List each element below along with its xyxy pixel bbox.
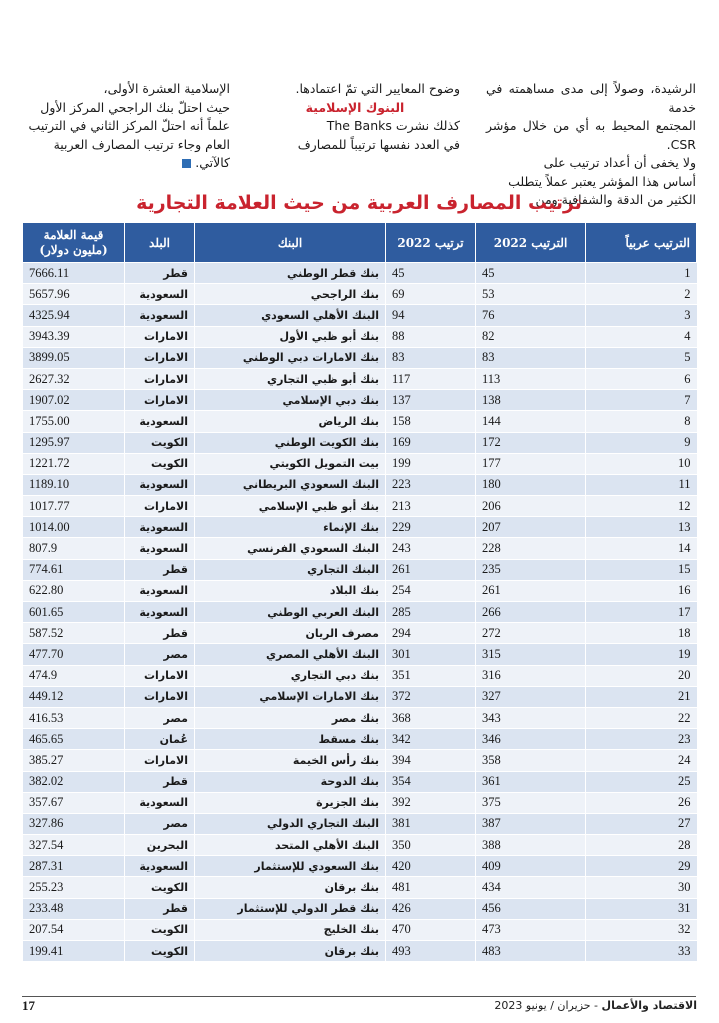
issue-date: - حزيران / يونيو 2023	[494, 999, 599, 1012]
table-row	[23, 750, 697, 771]
table-row	[23, 707, 697, 728]
cell-brand-value: 1014.00	[23, 517, 125, 538]
cell-brand-value: 382.02	[23, 771, 125, 792]
cell-order-2022: 69	[386, 284, 476, 305]
cell-order-2022: 45	[386, 263, 476, 284]
cell-rank-arab: 16	[586, 580, 697, 601]
cell-rank-2022: 113	[476, 368, 586, 389]
table-row	[23, 368, 697, 389]
cell-rank-2022: 387	[476, 813, 586, 834]
cell-country: السعودية	[125, 792, 195, 813]
cell-bank-name: البنك التجاري الدولي	[195, 813, 386, 834]
cell-brand-value: 1189.10	[23, 474, 125, 495]
cell-bank-name: البنك الأهلي السعودي	[195, 305, 386, 326]
cell-bank-name: بنك رأس الخيمة	[195, 750, 386, 771]
cell-bank-name: بنك مصر	[195, 707, 386, 728]
table-row	[23, 856, 697, 877]
cell-brand-value: 385.27	[23, 750, 125, 771]
header-order-2022: ترتيب 2022	[386, 223, 476, 263]
cell-order-2022: 372	[386, 686, 476, 707]
cell-rank-arab: 31	[586, 898, 697, 919]
cell-rank-2022: 82	[476, 326, 586, 347]
cell-bank-name: بنك الدوحة	[195, 771, 386, 792]
footer-divider	[22, 996, 696, 997]
cell-rank-arab: 30	[586, 877, 697, 898]
cell-country: مصر	[125, 707, 195, 728]
cell-country: السعودية	[125, 538, 195, 559]
cell-country: السعودية	[125, 474, 195, 495]
cell-rank-arab: 24	[586, 750, 697, 771]
table-row	[23, 517, 697, 538]
cell-rank-2022: 266	[476, 602, 586, 623]
table-row	[23, 686, 697, 707]
cell-brand-value: 4325.94	[23, 305, 125, 326]
cell-order-2022: 394	[386, 750, 476, 771]
cell-country: السعودية	[125, 517, 195, 538]
cell-rank-2022: 327	[476, 686, 586, 707]
cell-rank-2022: 138	[476, 390, 586, 411]
cell-rank-2022: 180	[476, 474, 586, 495]
cell-bank-name: مصرف الريان	[195, 623, 386, 644]
cell-rank-arab: 5	[586, 347, 697, 368]
cell-order-2022: 83	[386, 347, 476, 368]
cell-country: الامارات	[125, 750, 195, 771]
cell-country: عُمان	[125, 729, 195, 750]
table-row	[23, 771, 697, 792]
cell-rank-arab: 27	[586, 813, 697, 834]
header-rank-2022: الترتيب 2022	[476, 223, 586, 263]
table-row	[23, 474, 697, 495]
cell-country: السعودية	[125, 284, 195, 305]
table-row	[23, 496, 697, 517]
table-header-row	[23, 223, 697, 263]
ranking-table	[22, 222, 697, 962]
cell-bank-name: بنك الإنماء	[195, 517, 386, 538]
intro-line: أساس هذا المؤشر يعتبر عملاً يتطلب	[508, 173, 696, 189]
cell-bank-name: بنك قطر الدولي للإستثمار	[195, 898, 386, 919]
cell-bank-name: بنك الخليج	[195, 919, 386, 940]
cell-rank-2022: 483	[476, 941, 586, 962]
intro-line: المجتمع المحيط به أي من خلال مؤشر CSR.	[486, 118, 696, 152]
cell-brand-value: 327.54	[23, 835, 125, 856]
cell-bank-name: بنك الكويت الوطني	[195, 432, 386, 453]
cell-rank-2022: 375	[476, 792, 586, 813]
cell-brand-value: 474.9	[23, 665, 125, 686]
cell-bank-name: بنك برقان	[195, 941, 386, 962]
cell-rank-arab: 3	[586, 305, 697, 326]
intro-line: ولا يخفى أن أعداد ترتيب على	[543, 155, 696, 170]
cell-brand-value: 327.86	[23, 813, 125, 834]
footer-issue	[494, 999, 697, 1012]
cell-country: الكويت	[125, 919, 195, 940]
cell-rank-arab: 11	[586, 474, 697, 495]
cell-rank-2022: 207	[476, 517, 586, 538]
cell-brand-value: 2627.32	[23, 368, 125, 389]
cell-rank-arab: 18	[586, 623, 697, 644]
cell-brand-value: 287.31	[23, 856, 125, 877]
table-row	[23, 623, 697, 644]
cell-country: السعودية	[125, 602, 195, 623]
cell-order-2022: 481	[386, 877, 476, 898]
magazine-name: الاقتصاد والأعمال	[601, 999, 697, 1012]
cell-bank-name: بيت التمويل الكويتي	[195, 453, 386, 474]
intro-line	[22, 154, 230, 173]
cell-rank-2022: 144	[476, 411, 586, 432]
cell-rank-arab: 26	[586, 792, 697, 813]
table-row	[23, 284, 697, 305]
cell-order-2022: 229	[386, 517, 476, 538]
cell-rank-arab: 6	[586, 368, 697, 389]
cell-rank-arab: 2	[586, 284, 697, 305]
cell-country: قطر	[125, 898, 195, 919]
intro-line: الرشيدة، وصولاً إلى مدى مساهمته في خدمة	[486, 81, 696, 115]
cell-brand-value: 7666.11	[23, 263, 125, 284]
table-row	[23, 580, 697, 601]
intro-column-middle	[250, 80, 460, 154]
cell-country: مصر	[125, 644, 195, 665]
cell-brand-value: 233.48	[23, 898, 125, 919]
cell-brand-value: 477.70	[23, 644, 125, 665]
cell-rank-arab: 33	[586, 941, 697, 962]
cell-order-2022: 213	[386, 496, 476, 517]
cell-order-2022: 420	[386, 856, 476, 877]
end-of-article-square-icon	[182, 159, 191, 168]
header-bank: البنك	[195, 223, 386, 263]
cell-country: قطر	[125, 263, 195, 284]
header-rank-arab: الترتيب عربياً	[586, 223, 697, 263]
table-row	[23, 835, 697, 856]
cell-rank-2022: 261	[476, 580, 586, 601]
cell-order-2022: 223	[386, 474, 476, 495]
cell-rank-2022: 83	[476, 347, 586, 368]
cell-order-2022: 301	[386, 644, 476, 665]
cell-bank-name: بنك قطر الوطني	[195, 263, 386, 284]
cell-country: الامارات	[125, 326, 195, 347]
cell-country: الكويت	[125, 877, 195, 898]
cell-rank-arab: 22	[586, 707, 697, 728]
cell-brand-value: 1755.00	[23, 411, 125, 432]
cell-rank-2022: 456	[476, 898, 586, 919]
cell-bank-name: بنك الرياض	[195, 411, 386, 432]
cell-rank-arab: 7	[586, 390, 697, 411]
cell-country: الامارات	[125, 665, 195, 686]
table-row	[23, 729, 697, 750]
table-row	[23, 665, 697, 686]
cell-brand-value: 5657.96	[23, 284, 125, 305]
table-row	[23, 263, 697, 284]
cell-country: قطر	[125, 623, 195, 644]
intro-line: كذلك نشرت The Banks	[326, 118, 460, 133]
cell-country: الامارات	[125, 347, 195, 368]
cell-country: قطر	[125, 771, 195, 792]
table-row	[23, 813, 697, 834]
cell-rank-arab: 29	[586, 856, 697, 877]
cell-rank-arab: 9	[586, 432, 697, 453]
cell-rank-2022: 272	[476, 623, 586, 644]
cell-bank-name: بنك دبي التجاري	[195, 665, 386, 686]
cell-rank-arab: 1	[586, 263, 697, 284]
cell-rank-arab: 4	[586, 326, 697, 347]
cell-country: الامارات	[125, 368, 195, 389]
cell-rank-2022: 358	[476, 750, 586, 771]
cell-brand-value: 1907.02	[23, 390, 125, 411]
cell-rank-2022: 235	[476, 559, 586, 580]
table-row	[23, 898, 697, 919]
cell-bank-name: بنك الجزيرة	[195, 792, 386, 813]
cell-brand-value: 416.53	[23, 707, 125, 728]
cell-rank-arab: 17	[586, 602, 697, 623]
cell-brand-value: 601.65	[23, 602, 125, 623]
cell-brand-value: 1295.97	[23, 432, 125, 453]
cell-rank-2022: 343	[476, 707, 586, 728]
cell-bank-name: بنك مسقط	[195, 729, 386, 750]
section-subheading: البنوك الإسلامية	[305, 99, 405, 115]
cell-bank-name: البنك السعودي الفرنسي	[195, 538, 386, 559]
cell-country: السعودية	[125, 305, 195, 326]
cell-country: السعودية	[125, 580, 195, 601]
table-row	[23, 877, 697, 898]
table-row	[23, 453, 697, 474]
cell-rank-2022: 76	[476, 305, 586, 326]
end-line-text: كالآتي.	[195, 155, 230, 170]
cell-order-2022: 137	[386, 390, 476, 411]
table-row	[23, 411, 697, 432]
cell-rank-2022: 315	[476, 644, 586, 665]
cell-rank-2022: 172	[476, 432, 586, 453]
intro-line: الكثير من الدقة والشفافية ومن	[535, 192, 696, 207]
cell-brand-value: 622.80	[23, 580, 125, 601]
intro-column-left	[22, 80, 230, 173]
cell-order-2022: 354	[386, 771, 476, 792]
cell-rank-arab: 10	[586, 453, 697, 474]
cell-country: الكويت	[125, 432, 195, 453]
cell-brand-value: 1017.77	[23, 496, 125, 517]
intro-line: في العدد نفسها ترتيباً للمصارف	[297, 136, 460, 152]
intro-line: وضوح المعايير التي تمّ اعتمادها.	[295, 81, 460, 96]
cell-rank-2022: 473	[476, 919, 586, 940]
cell-order-2022: 351	[386, 665, 476, 686]
cell-rank-2022: 53	[476, 284, 586, 305]
cell-order-2022: 117	[386, 368, 476, 389]
cell-order-2022: 493	[386, 941, 476, 962]
table-row	[23, 432, 697, 453]
cell-rank-2022: 206	[476, 496, 586, 517]
cell-brand-value: 774.61	[23, 559, 125, 580]
cell-bank-name: بنك أبو ظبي التجاري	[195, 368, 386, 389]
cell-brand-value: 449.12	[23, 686, 125, 707]
cell-order-2022: 88	[386, 326, 476, 347]
cell-rank-2022: 45	[476, 263, 586, 284]
cell-brand-value: 807.9	[23, 538, 125, 559]
header-country: البلد	[125, 223, 195, 263]
cell-bank-name: بنك السعودي للإستثمار	[195, 856, 386, 877]
cell-bank-name: بنك دبي الإسلامي	[195, 390, 386, 411]
cell-bank-name: بنك أبو ظبي الإسلامي	[195, 496, 386, 517]
table-row	[23, 559, 697, 580]
table-row	[23, 347, 697, 368]
cell-order-2022: 169	[386, 432, 476, 453]
table-row	[23, 602, 697, 623]
cell-country: البحرين	[125, 835, 195, 856]
cell-order-2022: 470	[386, 919, 476, 940]
cell-bank-name: البنك التجاري	[195, 559, 386, 580]
cell-country: الامارات	[125, 496, 195, 517]
intro-line: حيث احتلّ بنك الراجحي المركز الأول	[40, 99, 230, 115]
cell-rank-arab: 23	[586, 729, 697, 750]
cell-country: الكويت	[125, 453, 195, 474]
table-row	[23, 538, 697, 559]
cell-order-2022: 392	[386, 792, 476, 813]
cell-bank-name: بنك البلاد	[195, 580, 386, 601]
cell-rank-arab: 19	[586, 644, 697, 665]
cell-country: الامارات	[125, 390, 195, 411]
cell-rank-arab: 8	[586, 411, 697, 432]
cell-brand-value: 255.23	[23, 877, 125, 898]
table-row	[23, 644, 697, 665]
cell-rank-arab: 13	[586, 517, 697, 538]
cell-brand-value: 357.67	[23, 792, 125, 813]
cell-order-2022: 426	[386, 898, 476, 919]
cell-order-2022: 285	[386, 602, 476, 623]
cell-order-2022: 368	[386, 707, 476, 728]
cell-bank-name: البنك الأهلي المتحد	[195, 835, 386, 856]
cell-bank-name: بنك الراجحي	[195, 284, 386, 305]
cell-rank-2022: 346	[476, 729, 586, 750]
cell-rank-arab: 25	[586, 771, 697, 792]
table-row	[23, 941, 697, 962]
cell-rank-arab: 21	[586, 686, 697, 707]
cell-order-2022: 342	[386, 729, 476, 750]
cell-rank-2022: 316	[476, 665, 586, 686]
cell-brand-value: 199.41	[23, 941, 125, 962]
cell-country: السعودية	[125, 411, 195, 432]
cell-rank-arab: 28	[586, 835, 697, 856]
intro-line: الإسلامية العشرة الأولى،	[103, 81, 230, 96]
cell-rank-2022: 361	[476, 771, 586, 792]
header-brand-value: قيمة العلامة (مليون دولار)	[23, 223, 125, 263]
cell-bank-name: بنك الامارات دبي الوطني	[195, 347, 386, 368]
cell-rank-arab: 20	[586, 665, 697, 686]
cell-brand-value: 587.52	[23, 623, 125, 644]
table-row	[23, 919, 697, 940]
cell-bank-name: البنك العربي الوطني	[195, 602, 386, 623]
cell-bank-name: البنك السعودي البريطاني	[195, 474, 386, 495]
cell-order-2022: 294	[386, 623, 476, 644]
cell-order-2022: 199	[386, 453, 476, 474]
cell-rank-2022: 177	[476, 453, 586, 474]
intro-line: العام وجاء ترتيب المصارف العربية	[53, 136, 230, 152]
intro-line: علماً أنه احتلّ المركز الثاني في الترتيب	[28, 118, 230, 133]
cell-order-2022: 94	[386, 305, 476, 326]
page-number: 17	[22, 998, 35, 1013]
table-title: ترتيب المصارف العربية من حيث العلامة التجارية	[136, 192, 582, 214]
cell-brand-value: 465.65	[23, 729, 125, 750]
cell-rank-2022: 409	[476, 856, 586, 877]
cell-order-2022: 254	[386, 580, 476, 601]
cell-brand-value: 207.54	[23, 919, 125, 940]
table-row	[23, 326, 697, 347]
cell-rank-2022: 228	[476, 538, 586, 559]
cell-order-2022: 261	[386, 559, 476, 580]
cell-country: السعودية	[125, 856, 195, 877]
cell-bank-name: البنك الأهلي المصري	[195, 644, 386, 665]
cell-rank-arab: 15	[586, 559, 697, 580]
cell-order-2022: 243	[386, 538, 476, 559]
cell-bank-name: بنك برقان	[195, 877, 386, 898]
cell-country: مصر	[125, 813, 195, 834]
cell-rank-2022: 434	[476, 877, 586, 898]
table-row	[23, 305, 697, 326]
cell-order-2022: 350	[386, 835, 476, 856]
cell-order-2022: 158	[386, 411, 476, 432]
cell-country: الكويت	[125, 941, 195, 962]
cell-rank-arab: 32	[586, 919, 697, 940]
cell-bank-name: بنك أبو ظبي الأول	[195, 326, 386, 347]
cell-rank-2022: 388	[476, 835, 586, 856]
cell-country: الامارات	[125, 686, 195, 707]
cell-rank-arab: 14	[586, 538, 697, 559]
cell-bank-name: بنك الامارات الإسلامي	[195, 686, 386, 707]
table-row	[23, 390, 697, 411]
cell-order-2022: 381	[386, 813, 476, 834]
table-row	[23, 792, 697, 813]
intro-column-right	[486, 80, 696, 210]
cell-brand-value: 3899.05	[23, 347, 125, 368]
cell-brand-value: 3943.39	[23, 326, 125, 347]
cell-brand-value: 1221.72	[23, 453, 125, 474]
cell-country: قطر	[125, 559, 195, 580]
cell-rank-arab: 12	[586, 496, 697, 517]
table-body	[23, 263, 697, 962]
